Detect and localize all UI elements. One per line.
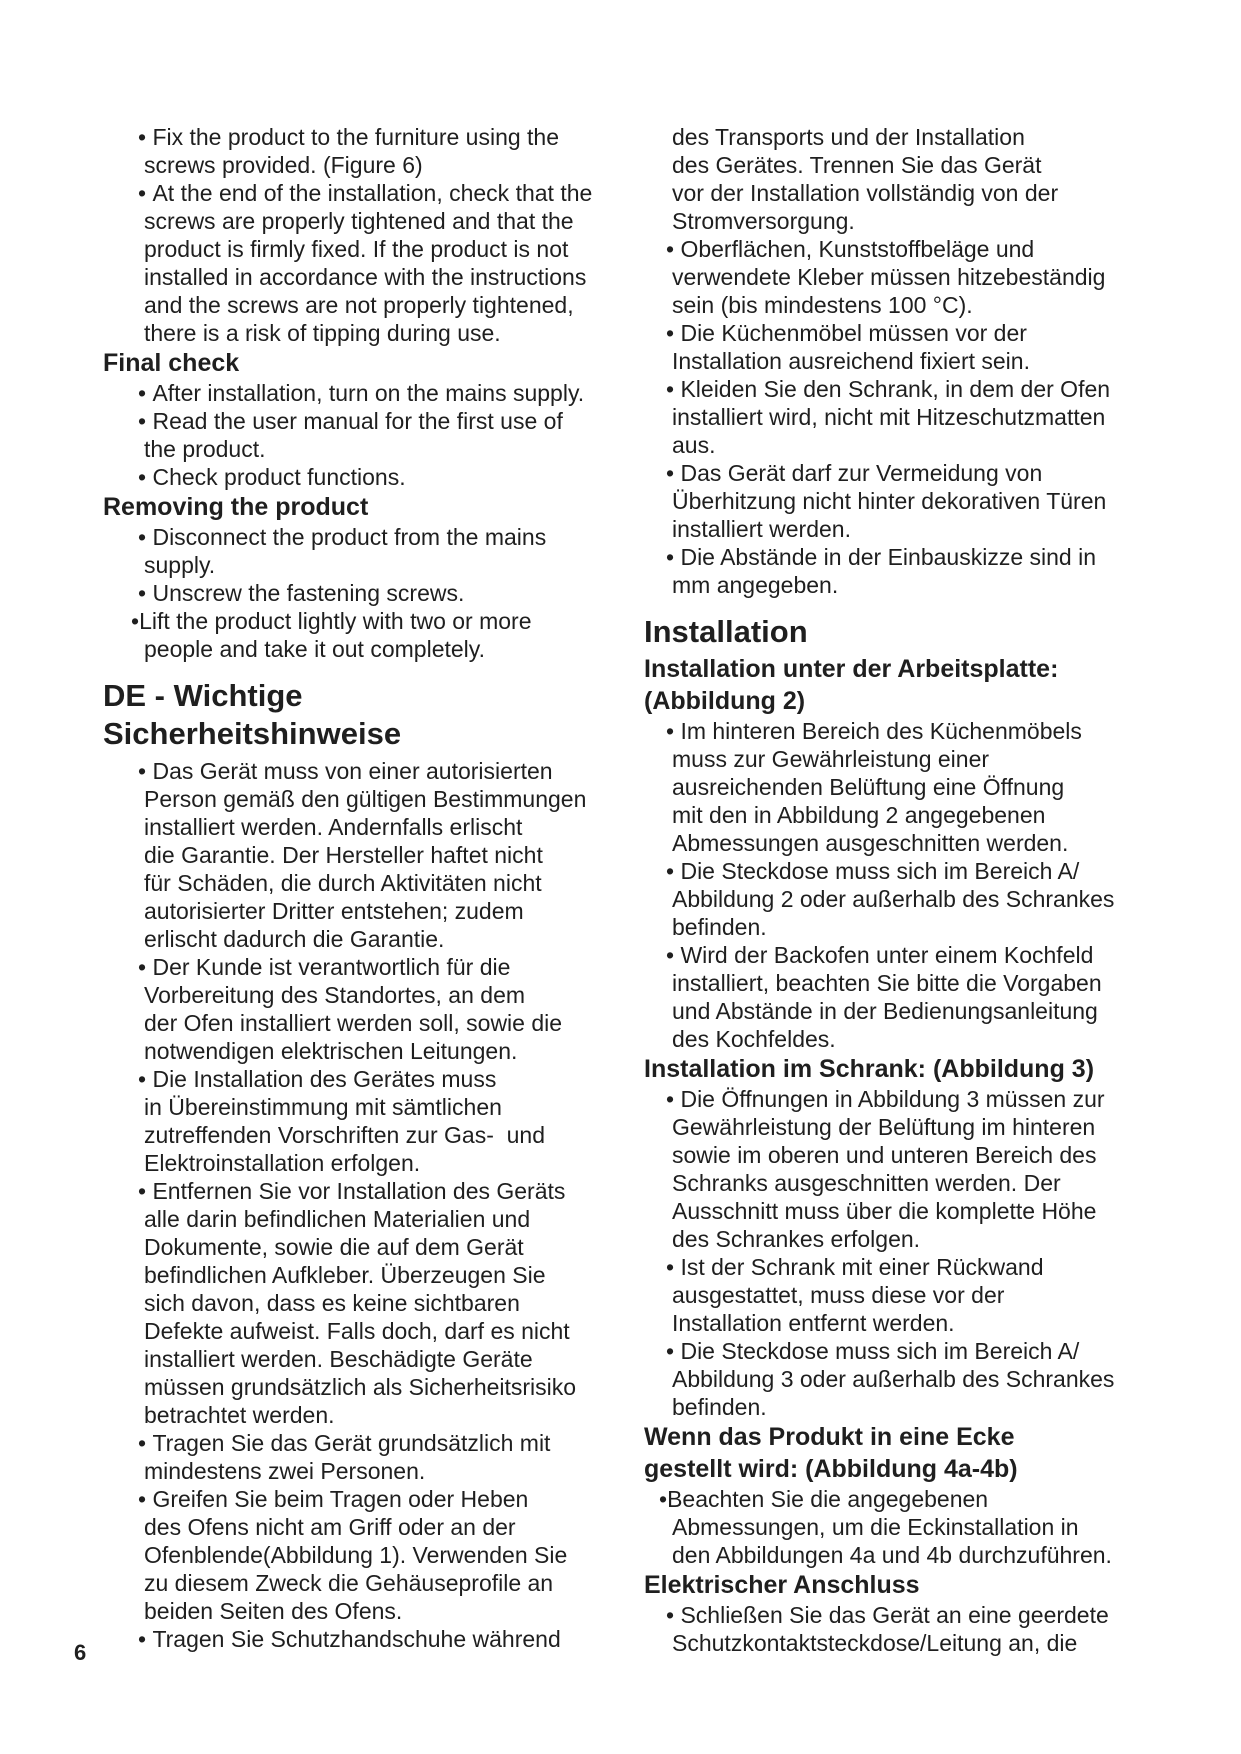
list-item-line: Abbildung 2 oder außerhalb des Schrankes — [672, 886, 1115, 912]
safety-heading — [103, 677, 636, 753]
removing-heading: Removing the product — [103, 493, 369, 521]
list-item-line: sein (bis mindestens 100 °C). — [672, 292, 973, 318]
list-item-line: installiert werden. Andernfalls erlischt — [144, 814, 523, 840]
list-item-line: there is a risk of tipping during use. — [144, 320, 501, 346]
fixing-list — [116, 123, 636, 347]
list-item-line: Gewährleistung der Belüftung im hinteren — [672, 1114, 1096, 1140]
under-counter-heading — [644, 653, 1144, 717]
list-item-line: erlischt dadurch die Garantie. — [144, 926, 445, 952]
list-item-line: müssen grundsätzlich als Sicherheitsrisiko — [144, 1374, 577, 1400]
list-item-line: befindlichen Aufkleber. Überzeugen Sie — [144, 1262, 546, 1288]
right-column — [644, 123, 1144, 1657]
list-item-line: installiert werden. — [672, 516, 851, 542]
final-check-heading: Final check — [103, 349, 240, 377]
list-item-line: ausgestattet, muss diese vor der — [672, 1282, 1005, 1308]
list-item-line: installed in accordance with the instructions — [144, 264, 587, 290]
list-item-line: Vorbereitung des Standortes, an dem — [144, 982, 526, 1008]
list-item-line: des Gerätes. Trennen Sie das Gerät — [672, 152, 1042, 178]
list-item: • Lift the product lightly with two or more — [116, 607, 636, 635]
list-item-line: aus. — [672, 432, 716, 458]
list-item-line: Schranks ausgeschnitten werden. Der — [672, 1170, 1061, 1196]
list-item-line: installiert, beachten Sie bitte die Vorgaben — [672, 970, 1102, 996]
list-item: • Das Gerät muss von einer autorisierten — [116, 757, 636, 785]
list-item-line: screws provided. (Figure 6) — [144, 152, 423, 178]
list-item-line: verwendete Kleber müssen hitzebeständig — [672, 264, 1106, 290]
list-item-line: die Garantie. Der Hersteller haftet nicht — [144, 842, 543, 868]
list-item-line: des Kochfeldes. — [672, 1026, 836, 1052]
list-item-line: screws are properly tightened and that the — [144, 208, 574, 234]
electrical-list — [644, 1601, 1144, 1657]
list-item-line: Elektroinstallation erfolgen. — [144, 1150, 421, 1176]
corner-heading-line: gestellt wird: (Abbildung 4a-4b) — [644, 1455, 1018, 1483]
list-item: • Disconnect the product from the mains — [116, 523, 636, 551]
electrical-heading: Elektrischer Anschluss — [644, 1571, 920, 1599]
list-item-line: Schutzkontaktsteckdose/Leitung an, die — [672, 1630, 1078, 1656]
list-item-line: installiert wird, nicht mit Hitzeschutzmatten — [672, 404, 1106, 430]
list-item-line: zutreffenden Vorschriften zur Gas- und — [144, 1122, 546, 1148]
list-item-line: the product. — [144, 436, 266, 462]
list-item-line: people and take it out completely. — [144, 636, 485, 662]
list-item-line: autorisierter Dritter entstehen; zudem — [144, 898, 524, 924]
list-item-line: Ausschnitt muss über die komplette Höhe — [672, 1198, 1097, 1224]
list-item-line: ausreichenden Belüftung eine Öffnung — [672, 774, 1065, 800]
list-item-line: and the screws are not properly tightened, — [144, 292, 574, 318]
list-item-line: beiden Seiten des Ofens. — [144, 1598, 403, 1624]
list-item: • Im hinteren Bereich des Küchenmöbels — [644, 717, 1144, 745]
list-item-line: Person gemäß den gültigen Bestimmungen — [144, 786, 587, 812]
list-item-line: vor der Installation vollständig von der — [672, 180, 1059, 206]
list-item: • Schließen Sie das Gerät an eine geerdete — [644, 1601, 1144, 1629]
list-item-line: der Ofen installiert werden soll, sowie die — [144, 1010, 563, 1036]
safety-heading-line: DE - Wichtige — [103, 678, 303, 713]
list-item-line: befinden. — [672, 1394, 767, 1420]
list-item-line: zu diesem Zweck die Gehäuseprofile an — [144, 1570, 554, 1596]
corner-heading-line: Wenn das Produkt in eine Ecke — [644, 1423, 1015, 1451]
final-check-list — [116, 379, 636, 491]
list-item: • After installation, turn on the mains supply. — [116, 379, 636, 407]
under-counter-list — [644, 717, 1144, 1053]
list-item: • Die Öffnungen in Abbildung 3 müssen zur — [644, 1085, 1144, 1113]
list-item-line: mm angegeben. — [672, 572, 839, 598]
list-item-line: Abbildung 3 oder außerhalb des Schrankes — [672, 1366, 1115, 1392]
transport-list — [644, 123, 1144, 599]
list-item-line: des Transports und der Installation — [672, 124, 1025, 150]
list-item-line: Abmessungen, um die Eckinstallation in — [672, 1514, 1079, 1540]
in-cabinet-list — [644, 1085, 1144, 1421]
left-column — [103, 123, 636, 1653]
list-item-line: des Ofens nicht am Griff oder an der — [144, 1514, 516, 1540]
list-item-line: alle darin befindlichen Materialien und — [144, 1206, 531, 1232]
list-item: • Tragen Sie Schutzhandschuhe während — [116, 1625, 636, 1653]
list-item-line: Abmessungen ausgeschnitten werden. — [672, 830, 1069, 856]
list-item: • Tragen Sie das Gerät grundsätzlich mit — [116, 1429, 636, 1457]
list-item-line: mindestens zwei Personen. — [144, 1458, 426, 1484]
list-item: • Entfernen Sie vor Installation des Geräts — [116, 1177, 636, 1205]
list-item: • Beachten Sie die angegebenen — [644, 1485, 1144, 1513]
list-item-line: des Schrankes erfolgen. — [672, 1226, 921, 1252]
installation-heading: Installation — [644, 614, 808, 649]
list-item: • Kleiden Sie den Schrank, in dem der Ofen — [644, 375, 1144, 403]
list-item: • At the end of the installation, check that the — [116, 179, 636, 207]
page-number: 6 — [74, 1640, 87, 1665]
under-counter-heading-line: (Abbildung 2) — [644, 687, 806, 715]
list-item: • Greifen Sie beim Tragen oder Heben — [116, 1485, 636, 1513]
list-item-line: befinden. — [672, 914, 767, 940]
list-item-line: mit den in Abbildung 2 angegebenen — [672, 802, 1046, 828]
list-item: • Oberflächen, Kunststoffbeläge und — [644, 235, 1144, 263]
list-item-line: Defekte aufweist. Falls doch, darf es nicht — [144, 1318, 570, 1344]
list-item: • Die Steckdose muss sich im Bereich A/ — [644, 1337, 1144, 1365]
list-item-line: sowie im oberen und unteren Bereich des — [672, 1142, 1097, 1168]
list-item-line: sich davon, dass es keine sichtbaren — [144, 1290, 520, 1316]
list-item-line: Installation ausreichend fixiert sein. — [672, 348, 1030, 374]
list-item-line: für Schäden, die durch Aktivitäten nicht — [144, 870, 542, 896]
list-item-line: Dokumente, sowie die auf dem Gerät — [144, 1234, 524, 1260]
under-counter-heading-line: Installation unter der Arbeitsplatte: — [644, 655, 1059, 683]
list-item-line: Installation entfernt werden. — [672, 1310, 955, 1336]
list-item-line: supply. — [144, 552, 216, 578]
corner-list — [644, 1485, 1144, 1569]
list-item-line: in Übereinstimmung mit sämtlichen — [144, 1094, 502, 1120]
list-item: • Unscrew the fastening screws. — [116, 579, 636, 607]
list-item: • Die Installation des Gerätes muss — [116, 1065, 636, 1093]
list-item: • Fix the product to the furniture using the — [116, 123, 636, 151]
corner-heading — [644, 1421, 1144, 1485]
list-item: • Die Abstände in der Einbauskizze sind in — [644, 543, 1144, 571]
list-item: • Die Steckdose muss sich im Bereich A/ — [644, 857, 1144, 885]
list-item-line: den Abbildungen 4a und 4b durchzuführen. — [672, 1542, 1112, 1568]
list-item-line: notwendigen elektrischen Leitungen. — [144, 1038, 518, 1064]
safety-heading-line: Sicherheitshinweise — [103, 716, 402, 751]
list-item: • Check product functions. — [116, 463, 636, 491]
list-item: • Read the user manual for the first use of — [116, 407, 636, 435]
list-item-line: product is firmly fixed. If the product is not — [144, 236, 569, 262]
list-item-line: Stromversorgung. — [672, 208, 855, 234]
list-item-line: Überhitzung nicht hinter dekorativen Türen — [672, 488, 1107, 514]
safety-list — [116, 757, 636, 1653]
list-item-line: muss zur Gewährleistung einer — [672, 746, 990, 772]
list-item: • Wird der Backofen unter einem Kochfeld — [644, 941, 1144, 969]
list-item-line: installiert werden. Beschädigte Geräte — [144, 1346, 533, 1372]
list-item-line: und Abstände in der Bedienungsanleitung — [672, 998, 1098, 1024]
list-item: • Das Gerät darf zur Vermeidung von — [644, 459, 1144, 487]
list-item: • Der Kunde ist verantwortlich für die — [116, 953, 636, 981]
list-item-line: Ofenblende(Abbildung 1). Verwenden Sie — [144, 1542, 568, 1568]
removing-list — [116, 523, 636, 663]
list-item-line: betrachtet werden. — [144, 1402, 335, 1428]
in-cabinet-heading: Installation im Schrank: (Abbildung 3) — [644, 1055, 1095, 1083]
list-item: • Die Küchenmöbel müssen vor der — [644, 319, 1144, 347]
list-item: • Ist der Schrank mit einer Rückwand — [644, 1253, 1144, 1281]
